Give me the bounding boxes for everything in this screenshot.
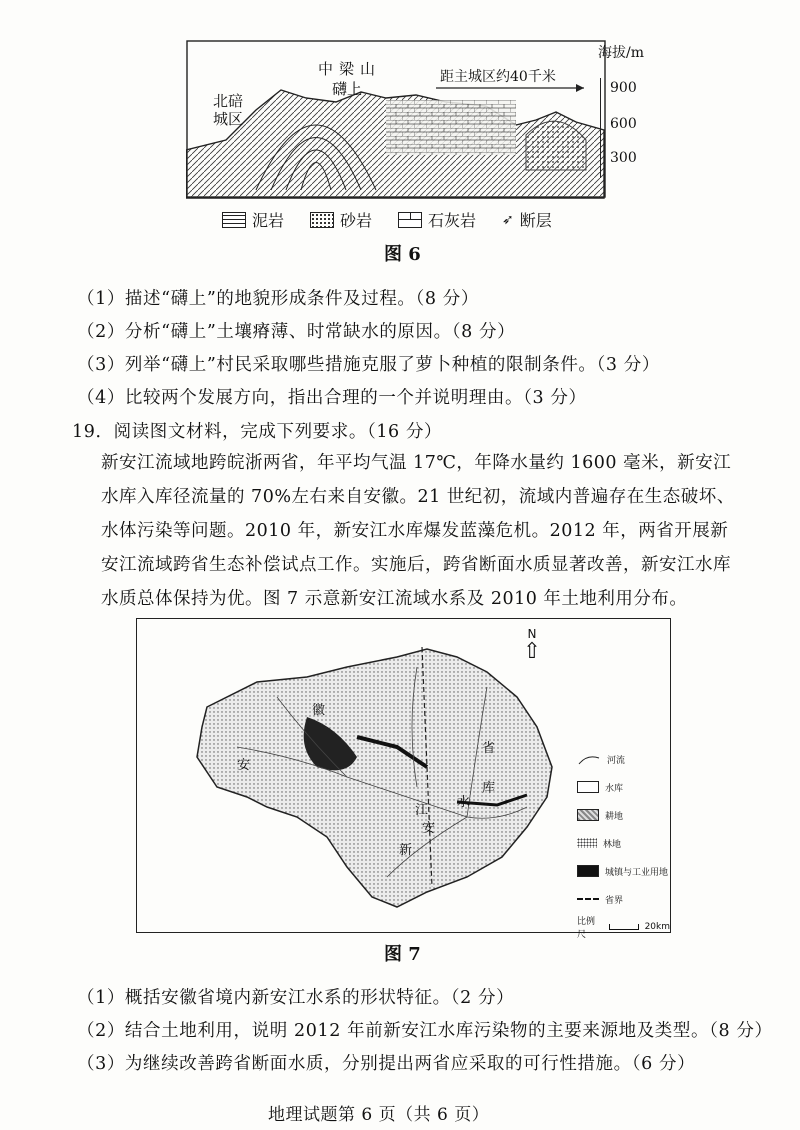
figure7-legend — [577, 745, 670, 941]
legend-urban: 城镇与工业用地 — [577, 857, 670, 885]
legend-river: 河流 — [577, 745, 670, 773]
q18-item-2: （2）分析“礴上”土壤瘠薄、时常缺水的原因。（8 分） — [77, 322, 516, 342]
scale-bar: 比例尺 20km — [577, 917, 670, 940]
north-arrow-icon: ⇧ — [522, 639, 542, 664]
figure-6 — [186, 40, 606, 200]
q19-title: 19．阅读图文材料，完成下列要求。（16 分） — [72, 422, 443, 442]
map-label-an: 安 — [237, 758, 251, 773]
watershed-map — [157, 627, 577, 927]
farmland-icon — [577, 809, 599, 821]
legend-mudstone: 泥岩 — [222, 208, 284, 231]
q18-item-3: （3）列举“礴上”村民采取哪些措施克服了萝卜种植的限制条件。（3 分） — [77, 355, 660, 375]
elevation-unit: 海拔/m — [598, 45, 644, 61]
q19-item-3: （3）为继续改善跨省断面水质，分别提出两省应采取的可行性措施。（6 分） — [77, 1054, 696, 1074]
q18-item-1: （1）描述“礴上”的地貌形成条件及过程。（8 分） — [77, 289, 479, 309]
map-label-xin: 新 — [399, 843, 413, 858]
legend-fault: ➶ 断层 — [502, 211, 552, 230]
legend-boundary: 省界 — [577, 885, 670, 913]
map-label-ku: 库 — [482, 781, 496, 796]
fault-symbol-icon: ➶ — [502, 211, 514, 228]
elev-tick-600: 600 — [610, 116, 637, 132]
legend-limestone: 石灰岩 — [398, 208, 476, 231]
legend-farmland: 耕地 — [577, 801, 670, 829]
village-label: 礴上 — [332, 80, 363, 98]
elev-tick-900: 900 — [610, 80, 637, 96]
limestone-layer — [386, 100, 516, 155]
map-label-jiang: 江 — [415, 803, 429, 818]
limestone-pattern-icon — [398, 212, 422, 228]
q18-item-4: （4）比较两个发展方向，指出合理的一个并说明理由。（3 分） — [77, 388, 587, 408]
figure6-caption: 图 6 — [384, 244, 421, 265]
map-label-hui: 徽 — [312, 703, 326, 718]
basin-outline — [197, 649, 552, 907]
boundary-icon — [577, 898, 599, 900]
forest-icon — [577, 838, 597, 848]
map-label-sheng: 省 — [482, 741, 496, 756]
elev-tick-300: 300 — [610, 150, 637, 166]
q19-item-1: （1）概括安徽省境内新安江水系的形状特征。（2 分） — [77, 988, 515, 1008]
scale-bar-icon — [609, 924, 638, 930]
q19-passage: 新安江流域地跨皖浙两省，年平均气温 17℃，年降水量约 1600 毫米，新安江水库入库径流量的 70%左右来自安徽。21 世纪初，流域内普遍存在生态破坏、水体污染等问题。2010 年，新安江水库爆发蓝藻危机。2012 年，两省开展新安江流域跨省生态补偿试点工作。实施后，跨省断面水质显著改善，新安江水库水质总体保持为优。图 7 示意新安江流域水系及 2010 年土地利用分布。 — [101, 453, 735, 609]
legend-forest: 林地 — [577, 829, 670, 857]
river-icon — [577, 752, 601, 766]
mudstone-pattern-icon — [222, 212, 246, 228]
q19-item-2: （2）结合土地利用，说明 2012 年前新安江水库污染物的主要来源地及类型。（8 分） — [77, 1021, 773, 1041]
figure-7 — [136, 618, 671, 940]
figure6-legend — [222, 208, 552, 231]
arrow-note: 距主城区约40千米 — [440, 69, 556, 85]
mountain-label: 中梁山 — [318, 60, 382, 78]
page-footer: 地理试题第 6 页（共 6 页） — [268, 1105, 490, 1125]
cross-section-diagram — [186, 40, 606, 200]
north-arrow: N ⇧ — [522, 627, 542, 664]
map-label-shui: 水 — [457, 795, 471, 810]
urban-icon — [577, 865, 599, 877]
city-label: 北碚城区 — [213, 92, 244, 128]
figure7-caption: 图 7 — [384, 944, 421, 965]
sandstone-pattern-icon — [310, 212, 334, 228]
legend-sandstone: 砂岩 — [310, 208, 372, 231]
legend-reservoir: 水库 — [577, 773, 670, 801]
map-label-an2: 安 — [422, 821, 436, 836]
elevation-axis — [600, 78, 605, 178]
reservoir-icon — [577, 781, 599, 793]
